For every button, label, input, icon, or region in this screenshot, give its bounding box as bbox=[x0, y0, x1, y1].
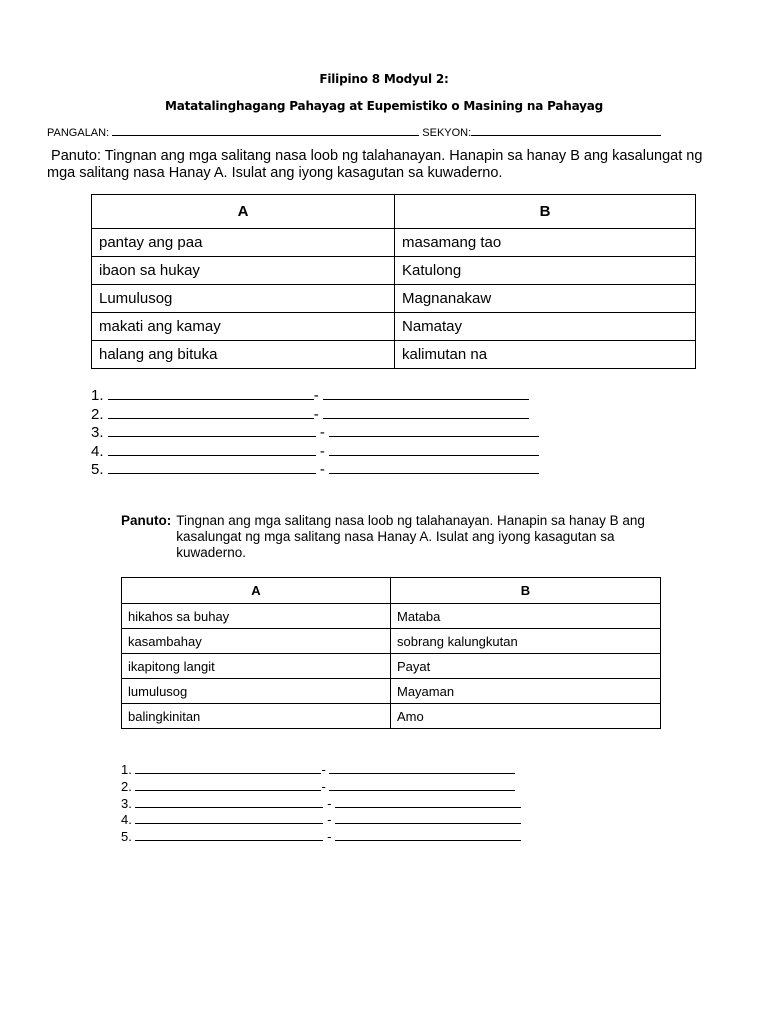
cell-b: masamang tao bbox=[395, 229, 696, 257]
cell-a: ikapitong langit bbox=[122, 654, 391, 679]
table-row bbox=[122, 704, 661, 729]
answer-blank-right[interactable] bbox=[323, 388, 529, 400]
table-header-row bbox=[92, 195, 696, 229]
table-row bbox=[92, 341, 696, 369]
page-title: Filipino 8 Modyul 2: bbox=[319, 72, 449, 86]
answer-blank-right[interactable] bbox=[335, 830, 521, 841]
answer-blank-left[interactable] bbox=[135, 797, 323, 808]
answer-lines-1 bbox=[91, 387, 539, 480]
instructions-text: Tingnan ang mga salitang nasa loob ng talahanayan. Hanapin sa hanay B ang kasalungat ng mga salitang nasa Hanay A. Isulat ang iyong kasagutan sa kuwaderno. bbox=[176, 513, 645, 560]
answer-blank-left[interactable] bbox=[108, 407, 314, 419]
cell-b: Namatay bbox=[395, 313, 696, 341]
answer-blank-right[interactable] bbox=[335, 797, 521, 808]
answer-line: 1. - bbox=[91, 387, 539, 406]
table-row bbox=[122, 654, 661, 679]
answer-blank-right[interactable] bbox=[329, 780, 515, 791]
column-header-a: A bbox=[92, 195, 395, 229]
cell-a: balingkinitan bbox=[122, 704, 391, 729]
answer-line: 5. - bbox=[91, 461, 539, 480]
cell-b: Magnanakaw bbox=[395, 285, 696, 313]
cell-a: makati ang kamay bbox=[92, 313, 395, 341]
answer-line: 2. - bbox=[121, 779, 521, 796]
table-row bbox=[122, 679, 661, 704]
cell-b: sobrang kalungkutan bbox=[391, 629, 661, 654]
answer-blank-left[interactable] bbox=[135, 830, 323, 841]
column-header-a: A bbox=[122, 578, 391, 604]
answer-line: 1. - bbox=[121, 762, 521, 779]
table-row bbox=[122, 604, 661, 629]
instructions-label: Panuto: bbox=[121, 513, 172, 528]
answer-blank-left[interactable] bbox=[108, 388, 314, 400]
section-field[interactable] bbox=[471, 125, 661, 136]
table-row bbox=[92, 313, 696, 341]
table-row bbox=[122, 629, 661, 654]
answer-blank-left[interactable] bbox=[108, 444, 316, 456]
answer-blank-left[interactable] bbox=[108, 425, 316, 437]
cell-a: hikahos sa buhay bbox=[122, 604, 391, 629]
answer-line: 4. - bbox=[91, 443, 539, 462]
cell-a: halang ang bituka bbox=[92, 341, 395, 369]
answer-line: 3. - bbox=[121, 796, 521, 813]
table-row bbox=[92, 229, 696, 257]
answer-line: 4. - bbox=[121, 812, 521, 829]
answer-blank-right[interactable] bbox=[329, 425, 539, 437]
instructions-part1: Panuto: Tingnan ang mga salitang nasa loob ng talahanayan. Hanapin sa hanay B ang kasalungat ng mga salitang nasa Hanay A. Isulat ang iyong kasagutan sa kuwaderno. bbox=[47, 148, 703, 181]
column-header-b: B bbox=[395, 195, 696, 229]
name-label: PANGALAN: bbox=[47, 127, 110, 139]
answer-blank-left[interactable] bbox=[135, 813, 323, 824]
cell-a: pantay ang paa bbox=[92, 229, 395, 257]
table-row bbox=[92, 257, 696, 285]
answer-blank-left[interactable] bbox=[135, 780, 321, 791]
answer-blank-left[interactable] bbox=[135, 763, 321, 774]
cell-b: Mayaman bbox=[391, 679, 661, 704]
name-section-row bbox=[47, 125, 661, 139]
name-field[interactable] bbox=[112, 125, 419, 136]
answer-blank-right[interactable] bbox=[323, 407, 529, 419]
section-label: SEKYON: bbox=[422, 127, 472, 139]
cell-b: Payat bbox=[391, 654, 661, 679]
page-subtitle: Matatalinghagang Pahayag at Eupemistiko o Masining na Pahayag bbox=[164, 99, 604, 113]
cell-b: Amo bbox=[391, 704, 661, 729]
answer-line: 3. - bbox=[91, 424, 539, 443]
answer-blank-right[interactable] bbox=[329, 444, 539, 456]
matching-table-2 bbox=[121, 577, 661, 729]
table-header-row bbox=[122, 578, 661, 604]
instructions-part2 bbox=[121, 513, 681, 561]
answer-blank-left[interactable] bbox=[108, 462, 316, 474]
cell-a: Lumulusog bbox=[92, 285, 395, 313]
answer-lines-2 bbox=[121, 762, 521, 846]
cell-a: lumulusog bbox=[122, 679, 391, 704]
answer-blank-right[interactable] bbox=[329, 462, 539, 474]
answer-blank-right[interactable] bbox=[335, 813, 521, 824]
cell-b: Katulong bbox=[395, 257, 696, 285]
matching-table-1 bbox=[91, 194, 696, 369]
cell-a: ibaon sa hukay bbox=[92, 257, 395, 285]
column-header-b: B bbox=[391, 578, 661, 604]
cell-b: kalimutan na bbox=[395, 341, 696, 369]
cell-a: kasambahay bbox=[122, 629, 391, 654]
answer-line: 2. - bbox=[91, 406, 539, 425]
answer-line: 5. - bbox=[121, 829, 521, 846]
answer-blank-right[interactable] bbox=[329, 763, 515, 774]
cell-b: Mataba bbox=[391, 604, 661, 629]
table-row bbox=[92, 285, 696, 313]
